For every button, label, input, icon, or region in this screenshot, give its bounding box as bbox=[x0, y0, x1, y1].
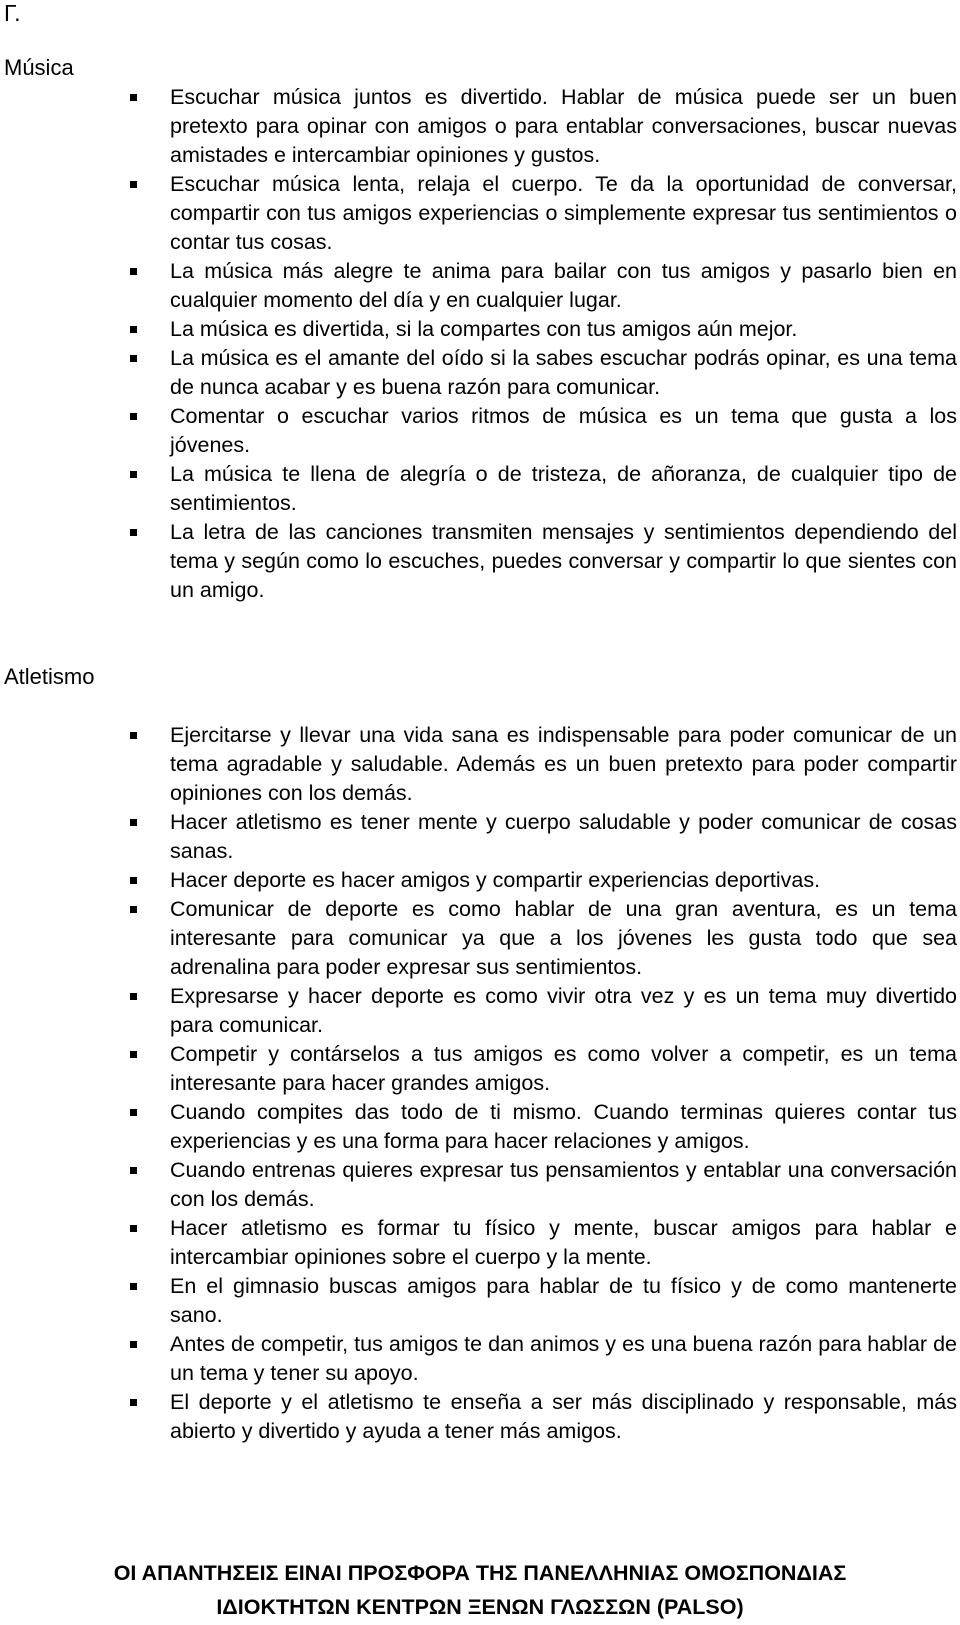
list-item-text: Cuando entrenas quieres expresar tus pensamientos y entablar una conversación con los demás. bbox=[170, 1158, 957, 1211]
square-bullet-icon bbox=[130, 1167, 137, 1174]
list-item-text: La música es el amante del oído si la sabes escuchar podrás opinar, es una tema de nunca acabar y es buena razón para comunicar. bbox=[170, 346, 957, 399]
list-item bbox=[128, 257, 957, 315]
list-item bbox=[128, 1156, 957, 1214]
footer-line-2: ΙΔΙΟΚΤΗΤΩΝ ΚΕΝΤΡΩΝ ΞΕΝΩΝ ΓΛΩΣΣΩΝ (PALSO) bbox=[216, 1595, 744, 1619]
list-item-text: Comentar o escuchar varios ritmos de música es un tema que gusta a los jóvenes. bbox=[170, 404, 957, 457]
list-item-text: La música te llena de alegría o de tristeza, de añoranza, de cualquier tipo de sentimientos. bbox=[170, 462, 957, 515]
list-item bbox=[128, 1272, 957, 1330]
list-item-text: Escuchar música juntos es divertido. Hablar de música puede ser un buen pretexto para opinar con amigos o para entablar conversaciones, buscar nuevas amistades e intercambiar opiniones y gustos. bbox=[170, 85, 957, 167]
square-bullet-icon bbox=[130, 1225, 137, 1232]
section-heading-atletismo: Atletismo bbox=[4, 664, 95, 689]
footer-line-1: ΟΙ ΑΠΑΝΤΗΣΕΙΣ ΕΙΝΑΙ ΠΡΟΣΦΟΡΑ ΤΗΣ ΠΑΝΕΛΛΗΝΙΑΣ ΟΜΟΣΠΟΝΔΙΑΣ bbox=[113, 1561, 847, 1585]
square-bullet-icon bbox=[130, 993, 137, 1000]
square-bullet-icon bbox=[130, 413, 137, 420]
list-item bbox=[128, 518, 957, 605]
list-item-text: Hacer atletismo es tener mente y cuerpo saludable y poder comunicar de cosas sanas. bbox=[170, 810, 957, 863]
list-item bbox=[128, 982, 957, 1040]
list-item bbox=[128, 1040, 957, 1098]
square-bullet-icon bbox=[130, 732, 137, 739]
page-letter: Γ. bbox=[4, 0, 21, 26]
list-item bbox=[128, 344, 957, 402]
list-item bbox=[128, 460, 957, 518]
list-item-text: Expresarse y hacer deporte es como vivir otra vez y es un tema muy divertido para comunicar. bbox=[170, 984, 957, 1037]
list-item bbox=[128, 315, 957, 344]
square-bullet-icon bbox=[130, 1051, 137, 1058]
square-bullet-icon bbox=[130, 94, 137, 101]
square-bullet-icon bbox=[130, 181, 137, 188]
list-item-text: Hacer deporte es hacer amigos y compartir experiencias deportivas. bbox=[170, 868, 821, 892]
list-item bbox=[128, 866, 957, 895]
square-bullet-icon bbox=[130, 471, 137, 478]
list-item-text: La música más alegre te anima para bailar con tus amigos y pasarlo bien en cualquier momento del día y en cualquier lugar. bbox=[170, 259, 957, 312]
list-item-text: El deporte y el atletismo te enseña a ser más disciplinado y responsable, más abierto y divertido y ayuda a tener más amigos. bbox=[170, 1390, 957, 1443]
list-item-text: Antes de competir, tus amigos te dan animos y es una buena razón para hablar de un tema y tener su apoyo. bbox=[170, 1332, 957, 1385]
list-item-text: Hacer atletismo es formar tu físico y mente, buscar amigos para hablar e intercambiar opiniones sobre el cuerpo y la mente. bbox=[170, 1216, 957, 1269]
square-bullet-icon bbox=[130, 268, 137, 275]
list-item-text: Escuchar música lenta, relaja el cuerpo. Te da la oportunidad de conversar, compartir con tus amigos experiencias o simplemente expresar tus sentimientos o contar tus cosas. bbox=[170, 172, 957, 254]
square-bullet-icon bbox=[130, 529, 137, 536]
footer-credit bbox=[0, 1556, 960, 1624]
list-item bbox=[128, 721, 957, 808]
list-item-text: Cuando compites das todo de ti mismo. Cuando terminas quieres contar tus experiencias y es una forma para hacer relaciones y amigos. bbox=[170, 1100, 957, 1153]
list-item-text: En el gimnasio buscas amigos para hablar de tu físico y de como mantenerte sano. bbox=[170, 1274, 957, 1327]
list-item-text: Ejercitarse y llevar una vida sana es indispensable para poder comunicar de un tema agradable y saludable. Además es un buen pretexto para poder compartir opiniones con los demás. bbox=[170, 723, 957, 805]
atletismo-bullet-list bbox=[128, 721, 957, 1446]
list-item bbox=[128, 1214, 957, 1272]
section-heading-musica: Música bbox=[4, 55, 74, 80]
list-item bbox=[128, 402, 957, 460]
list-item bbox=[128, 1098, 957, 1156]
list-item-text: Competir y contárselos a tus amigos es como volver a competir, es un tema interesante para hacer grandes amigos. bbox=[170, 1042, 957, 1095]
musica-bullet-list bbox=[128, 83, 957, 605]
list-item-text: Comunicar de deporte es como hablar de una gran aventura, es un tema interesante para comunicar ya que a los jóvenes les gusta todo que sea adrenalina para poder expresar sus sentimientos. bbox=[170, 897, 957, 979]
list-item bbox=[128, 808, 957, 866]
square-bullet-icon bbox=[130, 877, 137, 884]
list-item bbox=[128, 1388, 957, 1446]
square-bullet-icon bbox=[130, 1109, 137, 1116]
list-item-text: La música es divertida, si la compartes con tus amigos aún mejor. bbox=[170, 317, 798, 341]
list-item bbox=[128, 895, 957, 982]
square-bullet-icon bbox=[130, 819, 137, 826]
list-item bbox=[128, 83, 957, 170]
square-bullet-icon bbox=[130, 906, 137, 913]
list-item bbox=[128, 1330, 957, 1388]
square-bullet-icon bbox=[130, 355, 137, 362]
square-bullet-icon bbox=[130, 326, 137, 333]
square-bullet-icon bbox=[130, 1399, 137, 1406]
square-bullet-icon bbox=[130, 1283, 137, 1290]
list-item bbox=[128, 170, 957, 257]
list-item-text: La letra de las canciones transmiten mensajes y sentimientos dependiendo del tema y según como lo escuches, puedes conversar y compartir lo que sientes con un amigo. bbox=[170, 520, 957, 602]
square-bullet-icon bbox=[130, 1341, 137, 1348]
